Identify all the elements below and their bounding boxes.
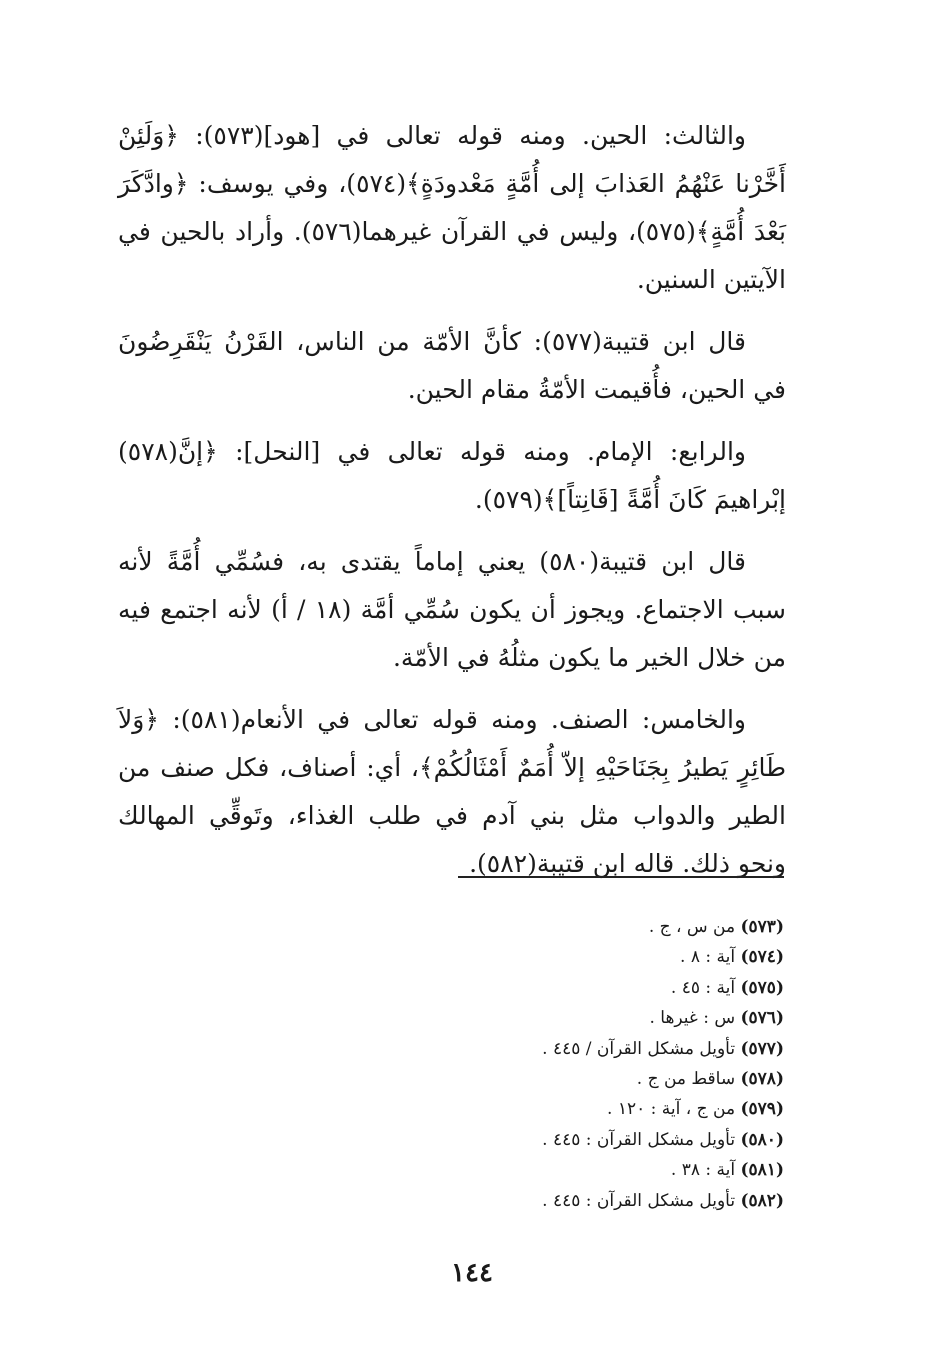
footnote-separator (458, 876, 784, 878)
paragraph-fourth-meaning: والرابع: الإمام. ومنه قوله تعالى في [النحل]: ﴿إنَّ(٥٧٨) إبْراهيمَ كَانَ أُمَّةً [قَانِتاً]﴾(٥٧٩). (118, 437, 786, 514)
page-number: ١٤٤ (451, 1258, 493, 1288)
paragraph-third-meaning: والثالث: الحين. ومنه قوله تعالى في [هود](٥٧٣): ﴿وَلَئِنْ أَخَّرْنا عَنْهُمُ العَذابَ إلى أُمَّةٍ مَعْدودَةٍ﴾(٥٧٤)، وفي يوسف: ﴿وادَّكَرَ بَعْدَ أُمَّةٍ﴾(٥٧٥)، وليس في القرآن غيرهما(٥٧٦). وأراد بالحين في الآيتين السنين. (118, 121, 786, 294)
footnote-number: (٥٧٥) (740, 977, 784, 998)
footnote-item (300, 1155, 784, 1185)
footnote-number: (٥٧٩) (740, 1099, 784, 1120)
footnote-text: ساقط من ج . (636, 1069, 736, 1090)
main-text (118, 112, 786, 902)
footnote-item (300, 1003, 784, 1033)
footnote-number: (٥٨٢) (740, 1190, 784, 1211)
footnote-text: آية : ٣٨ . (670, 1160, 736, 1181)
footnote-number: (٥٧٦) (740, 1008, 784, 1029)
footnote-number: (٥٧٤) (740, 947, 784, 968)
footnote-text: تأويل مشكل القرآن : ٤٤٥ . (542, 1190, 736, 1211)
footnote-item (300, 1064, 784, 1094)
footnote-number: (٥٨١) (740, 1160, 784, 1181)
footnote-text: من س ، ج . (648, 917, 736, 937)
footnote-item (300, 1094, 784, 1124)
footnote-text: آية : ٨ . (680, 947, 736, 968)
paragraph-ibn-qutayba-2: قال ابن قتيبة(٥٨٠) يعني إماماً يقتدى به، فسُمِّي أُمَّةً لأنه سبب الاجتماع. ويجوز أن يكون سُمِّي أمَّة (١٨ / أ) لأنه اجتمع فيه من خلال الخير ما يكون مثلُهُ في الأمّة. (118, 547, 786, 672)
footnote-item (300, 1186, 784, 1216)
footnotes-list (300, 912, 784, 1216)
footnote-item (300, 912, 784, 942)
footnote-text: تأويل مشكل القرآن / ٤٤٥ . (542, 1038, 736, 1059)
footnote-number: (٥٨٠) (740, 1129, 784, 1150)
footnote-number: (٥٧٧) (740, 1038, 784, 1059)
paragraph-ibn-qutayba-1: قال ابن قتيبة(٥٧٧): كأنَّ الأمّة من الناس، القَرْنُ يَنْقَرِضُونَ في الحين، فأُقيمت الأمّةُ مقام الحين. (118, 327, 786, 404)
paragraph-fifth-meaning: والخامس: الصنف. ومنه قوله تعالى في الأنعام(٥٨١): ﴿وَلاَ طَائِرٍ يَطيرُ بِجَنَاحَيْهِ إلاّ أُمَمٌ أَمْثَالُكُمْ﴾، أي: أصناف، فكل صنف من الطير والدواب مثل بني آدم في طلب الغذاء، وتَوقِّي المهالك ونحو ذلك. قاله ابن قتيبة(٥٨٢). (118, 705, 786, 878)
footnote-text: س : غيرها . (649, 1008, 736, 1029)
footnote-item (300, 1125, 784, 1155)
footnote-number: (٥٧٨) (740, 1069, 784, 1090)
footnote-text: آية : ٤٥ . (670, 977, 736, 998)
footnote-number: (٥٧٣) (740, 917, 784, 937)
footnote-item (300, 973, 784, 1003)
footnote-item (300, 1034, 784, 1064)
footnote-item (300, 942, 784, 972)
footnote-text: تأويل مشكل القرآن : ٤٤٥ . (542, 1129, 736, 1150)
footnote-text: من ج ، آية : ١٢٠ . (607, 1099, 736, 1120)
